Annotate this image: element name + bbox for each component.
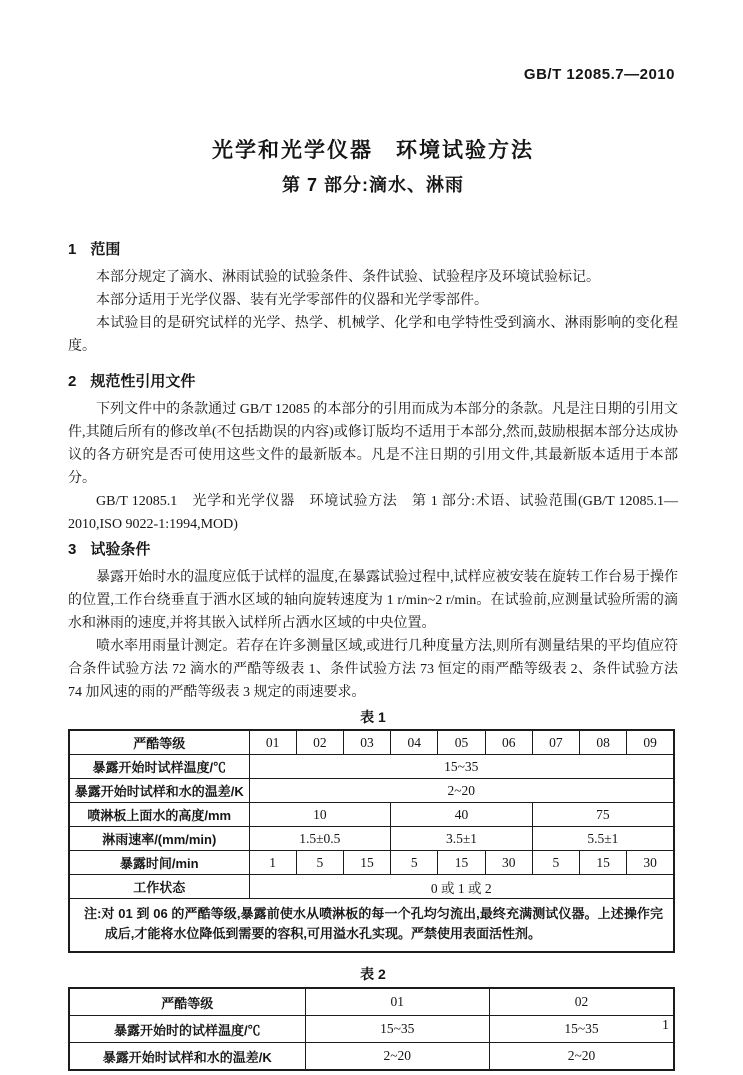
severity-level-cell: 09 <box>627 730 674 755</box>
table-1 <box>68 729 675 953</box>
section-3-title: 试验条件 <box>90 541 151 558</box>
paragraph: 喷水率用雨量计测定。若存在许多测量区域,或进行几种度量方法,则所有测量结果的平均值应符合条件试验方法 72 滴水的严酷等级表 1、条件试验方法 73 恒定的雨严酷等级表 2、条件试验方法 74 加风速的雨的严酷等级表 3 规定的雨速要求。 <box>68 639 678 700</box>
water-height-cell: 75 <box>532 803 674 827</box>
temperature-cell: 15~35 <box>305 1016 490 1043</box>
section-1-title: 范围 <box>90 241 121 258</box>
water-height-cell: 10 <box>249 803 391 827</box>
severity-level-cell: 04 <box>391 730 438 755</box>
severity-level-cell: 01 <box>305 988 490 1016</box>
severity-level-cell: 03 <box>343 730 390 755</box>
page-number: 1 <box>662 1018 669 1033</box>
severity-level-cell: 02 <box>490 988 675 1016</box>
temperature-diff-cell: 2~20 <box>249 779 674 803</box>
table-1-note-text: 注:对 01 到 06 的严酷等级,暴露前使水从喷淋板的每一个孔均匀流出,最终充满测试仪器。上述操作完成后,才能将水位降低到需要的容积,可用溢水孔实现。严禁使用表面活性剂。 <box>84 906 663 941</box>
table-row <box>69 1016 674 1043</box>
table-1-row-label: 喷淋板上面水的高度/mm <box>69 803 249 827</box>
section-2-body <box>68 398 678 536</box>
table-1-row-label: 暴露开始时试样温度/℃ <box>69 755 249 779</box>
section-3-body <box>68 566 678 704</box>
severity-level-cell: 06 <box>485 730 532 755</box>
paragraph: 本部分适用于光学仪器、装有光学零部件的仪器和光学零部件。 <box>96 293 488 308</box>
exposure-time-cell: 1 <box>249 851 296 875</box>
working-state-cell: 0 或 1 或 2 <box>249 875 674 899</box>
table-row <box>69 988 674 1016</box>
severity-level-cell: 02 <box>296 730 343 755</box>
temperature-cell: 15~35 <box>490 1016 675 1043</box>
table-row <box>69 755 674 779</box>
table-row <box>69 827 674 851</box>
page-content <box>68 0 678 1071</box>
section-3-heading <box>68 541 678 559</box>
severity-level-cell: 07 <box>532 730 579 755</box>
doc-title-line1: 光学和光学仪器 环境试验方法 <box>212 139 534 162</box>
exposure-time-cell: 15 <box>343 851 390 875</box>
table-2-row-label: 严酷等级 <box>69 988 305 1016</box>
paragraph: 暴露开始时水的温度应低于试样的温度,在暴露试验过程中,试样应被安装在旋转工作台易于操作的位置,工作台绕垂直于洒水区域的轴向旋转速度为 1 r/min~2 r/min。在试验前,应测量试验所需的滴水和淋雨的速度,并将其嵌入试样所占洒水区域的中央位置。 <box>68 570 678 631</box>
table-1-note <box>69 899 674 953</box>
table-1-row-label: 淋雨速率/(mm/min) <box>69 827 249 851</box>
table-2-row-label: 暴露开始时试样和水的温差/K <box>69 1043 305 1071</box>
section-1-heading <box>68 241 678 259</box>
temperature-diff-cell: 2~20 <box>305 1043 490 1071</box>
section-2-title: 规范性引用文件 <box>90 373 196 390</box>
section-2-heading <box>68 373 678 391</box>
section-2-number: 2 <box>68 373 77 390</box>
doc-title-line2: 第 7 部分:滴水、淋雨 <box>281 175 464 195</box>
paragraph: 本试验目的是研究试样的光学、热学、机械学、化学和电学特性受到滴水、淋雨影响的变化程度。 <box>68 316 678 354</box>
exposure-time-cell: 15 <box>580 851 627 875</box>
temperature-diff-cell: 2~20 <box>490 1043 675 1071</box>
paragraph: 下列文件中的条款通过 GB/T 12085 的本部分的引用而成为本部分的条款。凡是注日期的引用文件,其随后所有的修改单(不包括勘误的内容)或修订版均不适用于本部分,然而,鼓励根据本部分达成协议的各方研究是否可使用这些文件的最新版本。凡是不注日期的引用文件,其最新版本适用于本部分。 <box>68 402 678 486</box>
table-row <box>69 803 674 827</box>
water-height-cell: 40 <box>391 803 533 827</box>
table-2 <box>68 987 675 1071</box>
rain-rate-cell: 5.5±1 <box>532 827 674 851</box>
exposure-time-cell: 30 <box>627 851 674 875</box>
standard-number: GB/T 12085.7—2010 <box>523 66 675 83</box>
table-1-row-label: 暴露开始时试样和水的温差/K <box>69 779 249 803</box>
table-1-row-label: 暴露时间/min <box>69 851 249 875</box>
paragraph: 本部分规定了滴水、淋雨试验的试验条件、条件试验、试验程序及环境试验标记。 <box>96 270 600 285</box>
exposure-time-cell: 5 <box>296 851 343 875</box>
rain-rate-cell: 1.5±0.5 <box>249 827 391 851</box>
exposure-time-cell: 15 <box>438 851 485 875</box>
exposure-time-cell: 30 <box>485 851 532 875</box>
table-1-row-label: 工作状态 <box>69 875 249 899</box>
table-row <box>69 779 674 803</box>
normative-reference: GB/T 12085.1 光学和光学仪器 环境试验方法 第 1 部分:术语、试验范围(GB/T 12085.1—2010,ISO 9022-1:1994,MOD) <box>68 494 678 532</box>
table-row <box>69 875 674 899</box>
severity-level-cell: 08 <box>580 730 627 755</box>
table-row <box>69 1043 674 1071</box>
table-2-caption: 表 2 <box>360 966 386 982</box>
exposure-time-cell: 5 <box>391 851 438 875</box>
section-1-body <box>68 266 678 358</box>
section-1-number: 1 <box>68 241 77 258</box>
table-row <box>69 851 674 875</box>
severity-level-cell: 01 <box>249 730 296 755</box>
rain-rate-cell: 3.5±1 <box>391 827 533 851</box>
table-2-row-label: 暴露开始时的试样温度/℃ <box>69 1016 305 1043</box>
section-3-number: 3 <box>68 541 77 558</box>
table-1-row-label: 严酷等级 <box>69 730 249 755</box>
table-row <box>69 899 674 953</box>
table-row <box>69 730 674 755</box>
severity-level-cell: 05 <box>438 730 485 755</box>
temperature-range-cell: 15~35 <box>249 755 674 779</box>
table-1-caption: 表 1 <box>360 709 386 725</box>
exposure-time-cell: 5 <box>532 851 579 875</box>
